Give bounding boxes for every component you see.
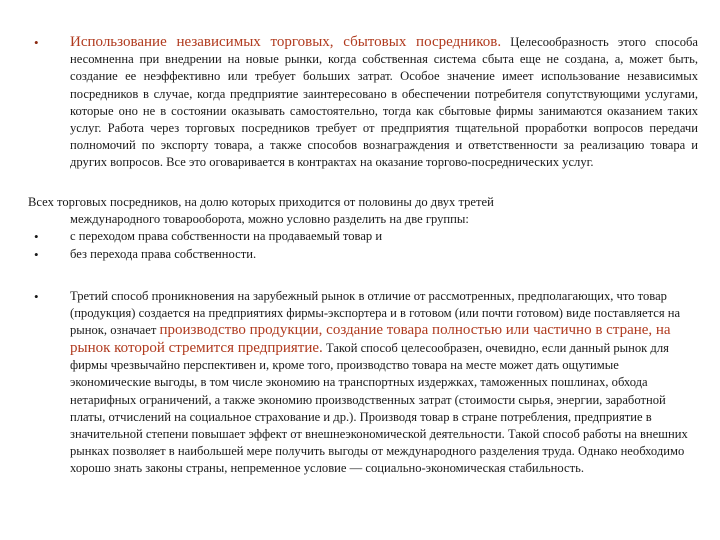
section-intermediary-groups (28, 194, 698, 263)
section-independent-intermediaries (28, 34, 698, 172)
paragraph-3 (70, 288, 698, 478)
paragraph-body-start: Третий способ проникновения на зарубежный рынок в отличие от рассмотренных, предполагающих, что товар (продукция) создается на предприятиях фирмы-экспортера и в готовом (или почти готовом) виде поставляется на рынок, означает (70, 289, 681, 338)
paragraph-lead-heading: Использование независимых торговых, сбытовых посредников. (70, 34, 502, 50)
paragraph-body-end: Такой способ целесообразен, очевидно, если данный рынок для фирмы чрезвычайно перспективен и, кроме того, производство товара на месте может дать ощутимые экономические выгоды, в том числе экономию на транспортных издержках, таможенных пошлинах, обхода нетарифных ограничений, а также экономию производственных затрат (стоимости сырья, энергии, заработной платы, отчислений на социальное страхование и др.). Производя товар в стране потребления, предприятие в значительной степени повышает эффект от внешнеэкономической деятельности. Такой способ работы на внешних рынках позволяет в наибольшей мере получить выгоды от международного разделения труда. Однако необходимо хорошо знать законы страны, непременное условие — социально-экономическая стабильность. (70, 340, 688, 476)
bullet-item-1 (28, 34, 698, 172)
groups-intro-continuation: международного товарооборота, можно условно разделить на две группы: (70, 212, 469, 227)
paragraph-body: Целесообразность этого способа несомненна при внедрении на новые рынки, когда собственная система сбыта еще не создана, а, может быть, создание ее неэффективно или требует больших затрат. Особое значение имеет использование независимых посредников в случае, когда предприятие заинтересовано в обеспечении потребителя сопутствующими услугами, которые оно не в состоянии оказывать самостоятельно, тогда как сбытовые фирмы занимаются оказанием таких услуг. Работа через торговых посредников требует от предприятия тщательной проработки вопросов передачи полномочий по экспорту товара, а также способов вознаграждения и ответственности за реализацию товара и других вопросов. Все это оговаривается в контрактах на оказание торгово-посреднических услуг. (70, 35, 698, 170)
group-item-2 (28, 246, 698, 263)
group-item-label: без перехода права собственности. (70, 246, 257, 261)
bullet-marker: • (34, 229, 39, 245)
bullet-marker: • (34, 35, 39, 50)
paragraph-1 (70, 34, 698, 172)
bullet-marker: • (34, 246, 39, 262)
groups-intro-line: Всех торговых посредников, на долю которых приходится от половины до двух третей (28, 195, 494, 209)
bullet-item-3 (28, 288, 698, 478)
group-item-1 (28, 228, 698, 245)
bullet-marker: • (34, 289, 39, 304)
group-item-label: с переходом права собственности на продаваемый товар и (70, 229, 383, 244)
highlighted-definition: производство продукции, создание товара полностью или частично в стране, на рынок которой стремится предприятие. (70, 322, 671, 356)
section-local-production (28, 288, 698, 478)
